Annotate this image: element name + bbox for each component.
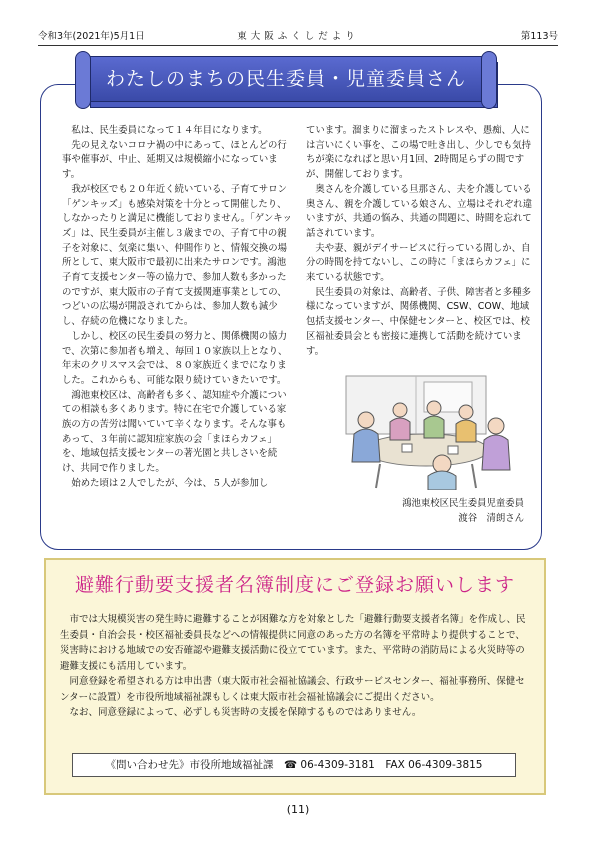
author-credit <box>326 496 524 526</box>
article-column-left <box>62 124 294 492</box>
article-title-banner <box>82 56 490 102</box>
newsletter-title: 東大阪ふくしだより <box>237 31 359 42</box>
paragraph: ています。溜まりに溜まったストレスや、愚痴、人には言いにくい事を、この場で吐き出し、少しでも気持ちが楽になればと思い月1回、2時間足らずの間ですが、開催しております。 <box>306 125 532 181</box>
issue-date: 令和3年(2021年)5月1日 <box>38 31 145 42</box>
notice-paragraph: 同意登録を希望される方は申出書（東大阪市社会福祉協議会、行政サービスセンター、福祉事務所、保健センターに設置）を市役所地域福祉課もしくは東大阪市社会福祉協議会にご提出ください。 <box>60 676 525 703</box>
paragraph: しかし、校区の民生委員の努力と、関係機関の協力で、次第に参加者も増え、毎回１０家族以上となり、年末のクリスマス会では、８０家族近くまでになりました。これからも、可能な限り続けていきたいです。 <box>62 330 288 386</box>
page-header <box>38 28 558 44</box>
page-number: (11) <box>286 803 310 816</box>
article-title: わたしのまちの民生委員・児童委員さん <box>105 68 466 90</box>
notice-paragraph: 市では大規模災害の発生時に避難することが困難な方を対象とした「避難行動要支援者名簿」を作成し、民生委員・自治会長・校区福祉委員長などへの情報提供に同意のあった方の名簿を平常時より提供することで、災害時における地域での安否確認や避難支援活動に役立てています。また、平常時の消防局による火災時等の避難支援にも活用しています。 <box>60 614 526 672</box>
scroll-curl-left <box>75 51 91 109</box>
paragraph: 私は、民生委員になって１４年目になります。 <box>71 125 268 136</box>
paragraph: 鴻池東校区は、高齢者も多く、認知症や介護についての相談も多くあります。特に在宅で介護している家族の方の苦労は聞いていて辛くなります。そんな事もあって、３年前に認知症家族の会「まほらカフェ」を、地域包括支援センターの著光園と共しさいを続け、共同で作りました。 <box>62 389 287 475</box>
scroll-curl-right <box>481 51 497 109</box>
paragraph: 奥さんを介護している旦那さん、夫を介護している奥さん、親を介護している娘さん、立場はそれぞれ違いますが、共通の悩み、共通の問題に、時間を忘れて話されています。 <box>306 183 533 239</box>
paragraph: 夫や妻、親がデイサービスに行っている間しか、自分の時間を持てないし、この時に「まほらカフェ」に来ている状態です。 <box>306 242 531 284</box>
article-column-right <box>306 124 538 359</box>
notice-paragraph: なお、同意登録によって、必ずしも災害時の支援を保障するものではありません。 <box>69 707 422 718</box>
notice-title: 避難行動要支援者名簿制度にご登録お願いします <box>74 574 515 596</box>
author-name: 渡谷 清朗さん <box>458 513 524 524</box>
author-role: 鴻池東校区民生委員児童委員 <box>402 498 524 509</box>
paragraph: 先の見えないコロナ禍の中にあって、ほとんどの行事や催事が、中止、延期又は規模縮小になっています。 <box>62 139 287 181</box>
contact-info: 《問い合わせ先》市役所地域福祉課 ☎ 06-4309-3181 FAX 06-4309-3815 <box>72 753 516 777</box>
paragraph: 民生委員の対象は、高齢者、子供、障害者と多種多様になっていますが、関係機関、CSW、COW、地域包括支援センター、中保健センターと、校区では、校区福祉委員会とも密接に連携して活動を続けています。 <box>306 286 532 357</box>
paragraph: 我が校区でも２０年近く続いている、子育てサロン「ゲンキッズ」も感染対策を十分とって開催したり、しなかったりと満足に機能しておりません。「ゲンキッズ」は、民生委員が主催し３歳までの、子育て中の親子を対象に、気楽に集い、仲間作りと、情報交換の場所として、東大阪市で最初に出来たサロンです。鴻池子育て支援センター等の協力で、参加人数も多かったのですが、東大阪市の子育て支援関連事業としての、つどいの広場が開設されてからは、参加人数も減少し、存続の危機になりました。 <box>62 183 292 328</box>
meeting-illustration <box>326 372 524 490</box>
issue-number: 第113号 <box>520 31 558 42</box>
paragraph: 始めた頃は２人でしたが、今は、５人が参加し <box>71 477 269 489</box>
header-rule <box>38 45 558 46</box>
notice-body <box>60 612 534 721</box>
